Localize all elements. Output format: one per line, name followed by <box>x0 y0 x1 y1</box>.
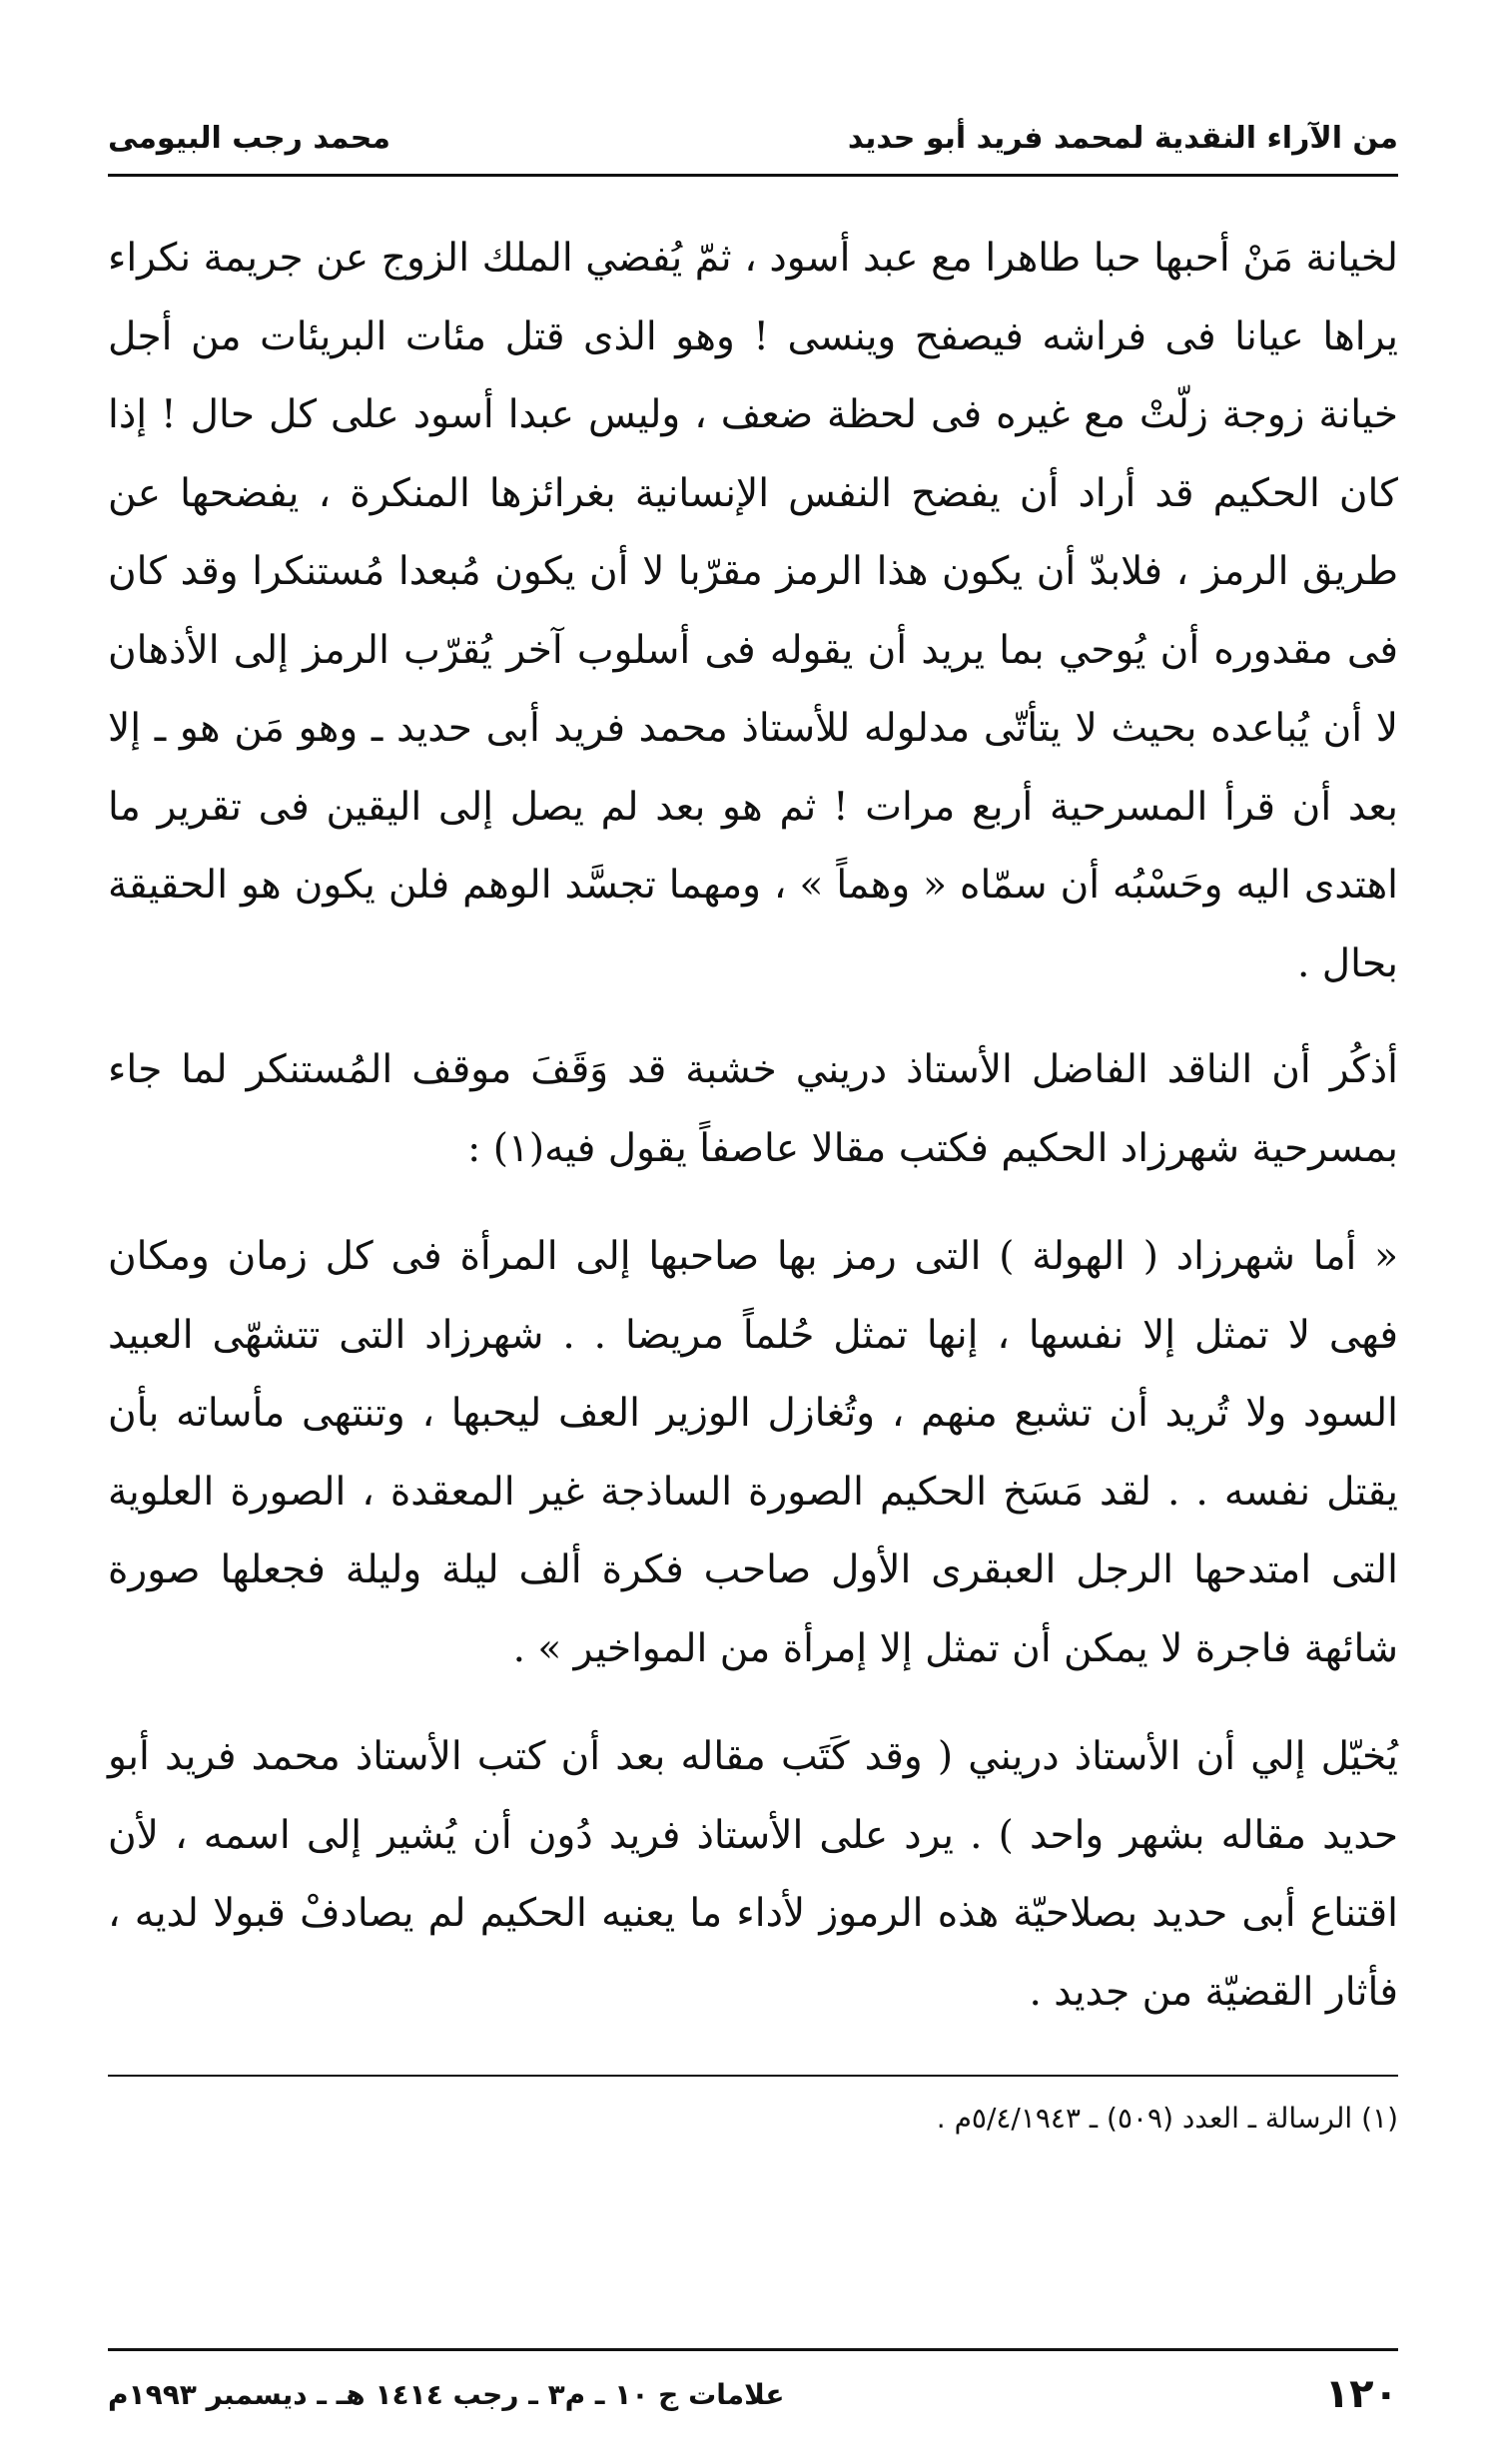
footer-divider <box>108 2348 1398 2351</box>
page-footer <box>108 2366 1398 2422</box>
header-book-title: من الآراء النقدية لمحمد فريد أبو حديد <box>847 121 1398 156</box>
footnote-divider <box>108 2075 1398 2077</box>
article-body <box>108 220 1398 2062</box>
footnote: (١) الرسالة ـ العدد (٥٠٩) ـ ٥/٤/١٩٤٣م . <box>936 2102 1398 2135</box>
running-header <box>108 100 1398 177</box>
paragraph-1: لخيانة مَنْ أحبها حبا طاهرا مع عبد أسود ، ثمّ يُفضي الملك الزوج عن جريمة نكراء يراها عيانا فى فراشه فيصفح وينسى ! وهو الذى قتل مئات البريئات من أجل خيانة زوجة زلّتْ مع غيره فى لحظة ضعف ، وليس عبدا أسود على كل حال ! إذا كان الحكيم قد أراد أن يفضح النفس الإنسانية بغرائزها المنكرة ، يفضحها عن طريق الرمز ، فلابدّ أن يكون هذا الرمز مقرّبا لا أن يكون مُبعدا مُستنكرا وقد كان فى مقدوره أن يُوحي بما يريد أن يقوله فى أسلوب آخر يُقرّب الرمز إلى الأذهان لا أن يُباعده بحيث لا يتأتّى مدلوله للأستاذ محمد فريد أبى حديد ـ وهو مَن هو ـ إلا بعد أن قرأ المسرحية أربع مرات ! ثم هو بعد لم يصل إلى اليقين فى تقرير ما اهتدى اليه وحَسْبُه أن سمّاه « وهماً » ، ومهما تجسَّد الوهم فلن يكون هو الحقيقة بحال . <box>108 236 1398 986</box>
journal-issue-info: علامات ج ١٠ ـ م٣ ـ رجب ١٤١٤ هـ ـ ديسمبر ١٩٩٣م <box>108 2377 785 2411</box>
paragraph-2: أذكُر أن الناقد الفاضل الأستاذ دريني خشبة قد وَقَفَ موقف المُستنكر لما جاء بمسرحية شهرزاد الحكيم فكتب مقالا عاصفاً يقول فيه(١) : <box>108 1047 1398 1171</box>
paragraph-4: يُخيّل إلي أن الأستاذ دريني ( وقد كَتَب مقاله بعد أن كتب الأستاذ محمد فريد أبو حديد مقاله بشهر واحد ) . يرد على الأستاذ فريد دُون أن يُشير إلى اسمه ، لأن اقتناع أبى حديد بصلاحيّة هذه الرموز لأداء ما يعنيه الحكيم لم يصادفْ قبولا لديه ، فأثار القضيّة من جديد . <box>108 1734 1398 2015</box>
paragraph-quote: « أما شهرزاد ( الهولة ) التى رمز بها صاحبها إلى المرأة فى كل زمان ومكان فهى لا تمثل إلا نفسها ، إنها تمثل حُلماً مريضا . . شهرزاد التى تتشهّى العبيد السود ولا تُريد أن تشبع منهم ، وتُغازل الوزير العف ليحبها ، وتنتهى مأساته بأن يقتل نفسه . . لقد مَسَخ الحكيم الصورة الساذجة غير المعقدة ، الصورة العلوية التى امتدحها الرجل العبقرى الأول صاحب فكرة ألف ليلة وليلة فجعلها صورة شائهة فاجرة لا يمكن أن تمثل إلا إمرأة من المواخير » . <box>108 1234 1398 1671</box>
header-author-name: محمد رجب البيومى <box>108 121 390 156</box>
page-number: ١٢٠ <box>1324 2371 1398 2417</box>
